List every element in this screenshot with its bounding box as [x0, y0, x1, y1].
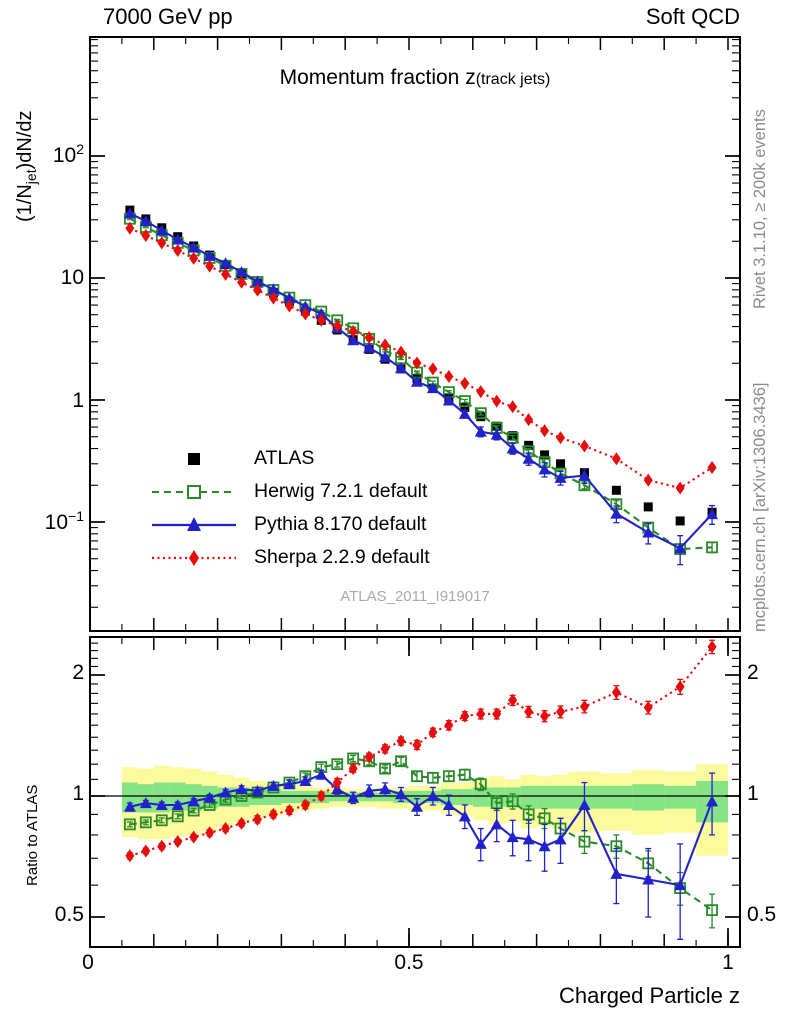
x-tick-1: 1	[722, 951, 734, 974]
ylabel-sub: jet	[23, 169, 39, 185]
inner-band-bin	[553, 786, 569, 809]
ratio-y-tick-1-left: 1	[72, 782, 84, 805]
ratio-y-axis-title: Ratio to ATLAS	[24, 784, 41, 886]
ratio-y-tick-2-right: 2	[747, 661, 759, 684]
plot-title-main: Momentum fraction z	[279, 66, 476, 89]
ylabel-pre: (1/N	[14, 184, 36, 222]
mcplots-arxiv-credit: mcplots.cern.ch [arXiv:1306.3436]	[751, 382, 769, 632]
rivet-version-credit: Rivet 3.1.10, ≥ 200k events	[751, 109, 769, 309]
legend-item-pythia	[150, 508, 430, 541]
ratio-y-tick-2-left: 2	[72, 661, 84, 684]
inner-band-bin	[632, 784, 664, 810]
legend-item-sherpa	[150, 541, 430, 574]
main-y-tick-10: 10	[60, 266, 84, 289]
ylabel-post: )dN/dz	[14, 110, 36, 170]
legend-label-atlas: ATLAS	[254, 447, 315, 469]
inner-band-bin	[664, 786, 696, 809]
ratio-y-tick-0p5-left: 0.5	[54, 903, 84, 926]
legend-marker-herwig	[150, 482, 238, 502]
legend-label-herwig: Herwig 7.2.1 default	[254, 480, 428, 502]
inner-band-bin	[281, 791, 297, 803]
legend-marker-pythia	[150, 515, 238, 535]
plot-title	[90, 66, 740, 90]
analysis-id-watermark: ATLAS_2011_I919017	[340, 588, 490, 605]
legend-item-atlas	[150, 442, 430, 475]
legend-item-herwig	[150, 475, 430, 508]
main-y-tick-0p1: $10^{-1}$	[44, 508, 84, 534]
main-y-tick-100: $10^2$	[52, 141, 84, 167]
legend-label-pythia: Pythia 8.170 default	[254, 513, 427, 535]
legend-label-sherpa: Sherpa 2.2.9 default	[254, 546, 430, 568]
plot-title-suffix: (track jets)	[475, 71, 551, 88]
ratio-y-tick-1-right: 1	[747, 782, 759, 805]
beam-energy-label: 7000 GeV pp	[103, 4, 233, 29]
x-tick-0: 0	[82, 951, 94, 974]
main-y-tick-1: 1	[72, 389, 84, 412]
x-tick-0p5: 0.5	[394, 951, 424, 974]
ratio-y-tick-0p5-right: 0.5	[747, 903, 777, 926]
x-axis-title: Charged Particle z	[559, 983, 740, 1008]
inner-band-bin	[537, 786, 553, 809]
process-group-label: Soft QCD	[645, 4, 740, 29]
inner-band-bin	[600, 786, 632, 809]
legend-marker-atlas	[150, 449, 238, 469]
inner-band-bin	[457, 789, 473, 805]
legend-marker-sherpa	[150, 548, 238, 568]
legend	[150, 442, 430, 574]
